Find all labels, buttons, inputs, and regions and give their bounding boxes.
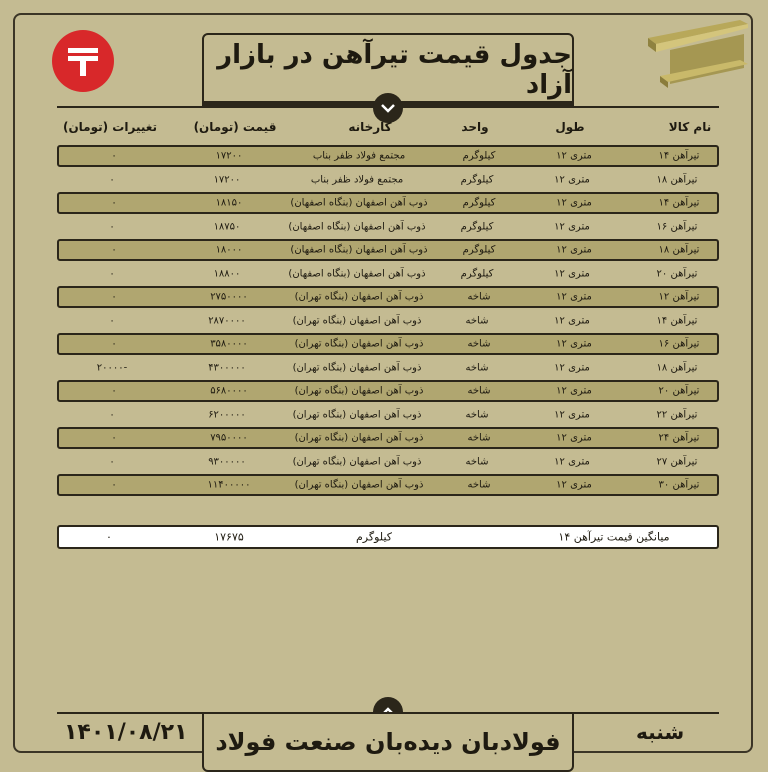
row-price: ۴۳۰۰۰۰۰ bbox=[208, 362, 246, 373]
row-unit: شاخه bbox=[467, 291, 491, 303]
row-factory: ذوب آهن اصفهان (بنگاه تهران) bbox=[294, 338, 424, 350]
row-factory: ذوب آهن اصفهان (بنگاه اصفهان) bbox=[290, 244, 428, 256]
row-factory: ذوب آهن اصفهان (بنگاه تهران) bbox=[294, 291, 424, 303]
row-factory: ذوب آهن اصفهان (بنگاه تهران) bbox=[292, 315, 422, 326]
row-unit: کیلوگرم bbox=[460, 221, 494, 232]
row-name: تیرآهن ۲۰ bbox=[658, 385, 700, 397]
header-name: نام کالا bbox=[668, 120, 712, 134]
table-row bbox=[57, 169, 719, 191]
row-length: متری ۱۲ bbox=[554, 221, 590, 232]
row-price: ۱۸۱۵۰ bbox=[215, 197, 243, 209]
table-row bbox=[57, 145, 719, 167]
row-length: متری ۱۲ bbox=[556, 432, 592, 444]
row-name: تیرآهن ۱۸ bbox=[656, 174, 698, 185]
row-price: ۲۸۷۰۰۰۰ bbox=[208, 315, 246, 326]
table-row bbox=[57, 239, 719, 261]
row-factory: ذوب آهن اصفهان (بنگاه اصفهان) bbox=[288, 221, 426, 232]
row-length: متری ۱۲ bbox=[556, 291, 592, 303]
row-name: تیرآهن ۳۰ bbox=[658, 479, 700, 491]
row-price: ۱۸۰۰۰ bbox=[215, 244, 243, 256]
row-change: ۰ bbox=[111, 150, 117, 162]
row-name: تیرآهن ۱۸ bbox=[656, 362, 698, 373]
row-name: تیرآهن ۱۴ bbox=[656, 315, 698, 326]
table-row bbox=[57, 216, 719, 238]
average-row bbox=[57, 525, 719, 549]
footer-day: شنبه bbox=[636, 720, 685, 744]
average-price: ۱۷۶۷۵ bbox=[214, 530, 244, 544]
row-price: ۹۳۰۰۰۰۰ bbox=[208, 456, 246, 467]
row-unit: شاخه bbox=[465, 315, 489, 326]
row-price: ۵۶۸۰۰۰۰ bbox=[210, 385, 248, 397]
row-unit: شاخه bbox=[465, 456, 489, 467]
header-unit: واحد bbox=[461, 120, 489, 134]
row-name: تیرآهن ۱۶ bbox=[658, 338, 700, 350]
row-factory: ذوب آهن اصفهان (بنگاه تهران) bbox=[294, 385, 424, 397]
row-unit: کیلوگرم bbox=[462, 197, 496, 209]
row-factory: ذوب آهن اصفهان (بنگاه تهران) bbox=[292, 409, 422, 420]
table-row bbox=[57, 192, 719, 214]
row-price: ۳۵۸۰۰۰۰ bbox=[210, 338, 248, 350]
row-name: تیرآهن ۱۴ bbox=[658, 150, 700, 162]
row-unit: شاخه bbox=[467, 338, 491, 350]
row-unit: شاخه bbox=[467, 385, 491, 397]
row-change: ۰ bbox=[111, 432, 117, 444]
row-factory: ذوب آهن اصفهان (بنگاه تهران) bbox=[292, 456, 422, 467]
header-factory: کارخانه bbox=[348, 120, 392, 134]
row-name: تیرآهن ۱۶ bbox=[656, 221, 698, 232]
steel-beam-icon bbox=[640, 18, 750, 90]
row-factory: ذوب آهن اصفهان (بنگاه اصفهان) bbox=[288, 268, 426, 279]
row-length: متری ۱۲ bbox=[554, 456, 590, 467]
row-price: ۱۱۴۰۰۰۰۰ bbox=[207, 479, 251, 491]
table-row bbox=[57, 357, 719, 379]
page-title: جدول قیمت تیرآهن در بازار آزاد bbox=[202, 33, 574, 107]
row-change: ۰ bbox=[109, 174, 115, 185]
table-row bbox=[57, 451, 719, 473]
table-row bbox=[57, 333, 719, 355]
logo-icon bbox=[52, 30, 114, 92]
row-price: ۱۷۲۰۰ bbox=[213, 174, 241, 185]
row-length: متری ۱۲ bbox=[554, 315, 590, 326]
row-unit: شاخه bbox=[465, 362, 489, 373]
row-unit: کیلوگرم bbox=[462, 244, 496, 256]
row-factory: ذوب آهن اصفهان (بنگاه اصفهان) bbox=[290, 197, 428, 209]
row-change: ۰ bbox=[111, 244, 117, 256]
row-price: ۲۷۵۰۰۰۰ bbox=[210, 291, 248, 303]
table-row bbox=[57, 404, 719, 426]
row-length: متری ۱۲ bbox=[556, 479, 592, 491]
row-change: ۰ bbox=[111, 338, 117, 350]
table-row bbox=[57, 380, 719, 402]
table-row bbox=[57, 263, 719, 285]
chevron-down-icon[interactable] bbox=[373, 93, 403, 123]
row-change: ۰ bbox=[109, 221, 115, 232]
row-change: ۰ bbox=[109, 268, 115, 279]
row-change: ۰ bbox=[111, 197, 117, 209]
header-price: قیمت (تومان) bbox=[193, 120, 277, 134]
table-row bbox=[57, 474, 719, 496]
row-price: ۶۲۰۰۰۰۰ bbox=[208, 409, 246, 420]
average-unit: کیلوگرم bbox=[356, 530, 392, 544]
row-unit: شاخه bbox=[467, 479, 491, 491]
row-factory: ذوب آهن اصفهان (بنگاه تهران) bbox=[294, 432, 424, 444]
row-factory: ذوب آهن اصفهان (بنگاه تهران) bbox=[292, 362, 422, 373]
row-name: تیرآهن ۲۷ bbox=[656, 456, 698, 467]
table-header bbox=[0, 120, 768, 144]
row-length: متری ۱۲ bbox=[554, 268, 590, 279]
row-change: ۰ bbox=[109, 409, 115, 420]
table-row bbox=[57, 310, 719, 332]
row-unit: شاخه bbox=[465, 409, 489, 420]
row-price: ۱۷۲۰۰ bbox=[215, 150, 243, 162]
row-change: -۲۰۰۰۰ bbox=[96, 362, 128, 373]
row-change: ۰ bbox=[109, 456, 115, 467]
row-length: متری ۱۲ bbox=[556, 197, 592, 209]
row-unit: کیلوگرم bbox=[460, 174, 494, 185]
row-length: متری ۱۲ bbox=[554, 409, 590, 420]
average-label: میانگین قیمت تیرآهن ۱۴ bbox=[558, 530, 670, 544]
row-name: تیرآهن ۱۸ bbox=[658, 244, 700, 256]
row-length: متری ۱۲ bbox=[554, 362, 590, 373]
header-change: تغییرات (تومان) bbox=[62, 120, 158, 134]
row-length: متری ۱۲ bbox=[556, 244, 592, 256]
row-unit: کیلوگرم bbox=[460, 268, 494, 279]
row-change: ۰ bbox=[109, 315, 115, 326]
row-change: ۰ bbox=[111, 385, 117, 397]
row-length: متری ۱۲ bbox=[556, 385, 592, 397]
row-name: تیرآهن ۱۲ bbox=[658, 291, 700, 303]
header-length: طول bbox=[555, 120, 585, 134]
row-unit: شاخه bbox=[467, 432, 491, 444]
row-name: تیرآهن ۱۴ bbox=[658, 197, 700, 209]
footer-brand: فولادبان دیده‌بان صنعت فولاد bbox=[202, 712, 574, 772]
row-price: ۱۸۷۵۰ bbox=[213, 221, 241, 232]
row-length: متری ۱۲ bbox=[556, 150, 592, 162]
row-change: ۰ bbox=[111, 479, 117, 491]
row-length: متری ۱۲ bbox=[556, 338, 592, 350]
row-length: متری ۱۲ bbox=[554, 174, 590, 185]
row-factory: مجتمع فولاد ظفر بناب bbox=[310, 174, 404, 185]
footer-date: ۱۴۰۱/۰۸/۲۱ bbox=[64, 720, 188, 745]
average-change: ۰ bbox=[106, 530, 112, 544]
row-name: تیرآهن ۲۴ bbox=[658, 432, 700, 444]
row-unit: کیلوگرم bbox=[462, 150, 496, 162]
row-price: ۱۸۸۰۰ bbox=[213, 268, 241, 279]
table-row bbox=[57, 286, 719, 308]
row-factory: ذوب آهن اصفهان (بنگاه تهران) bbox=[294, 479, 424, 491]
row-change: ۰ bbox=[111, 291, 117, 303]
row-price: ۷۹۵۰۰۰۰ bbox=[210, 432, 248, 444]
table-row bbox=[57, 427, 719, 449]
row-factory: مجتمع فولاد ظفر بناب bbox=[312, 150, 406, 162]
row-name: تیرآهن ۲۲ bbox=[656, 409, 698, 420]
row-name: تیرآهن ۲۰ bbox=[656, 268, 698, 279]
